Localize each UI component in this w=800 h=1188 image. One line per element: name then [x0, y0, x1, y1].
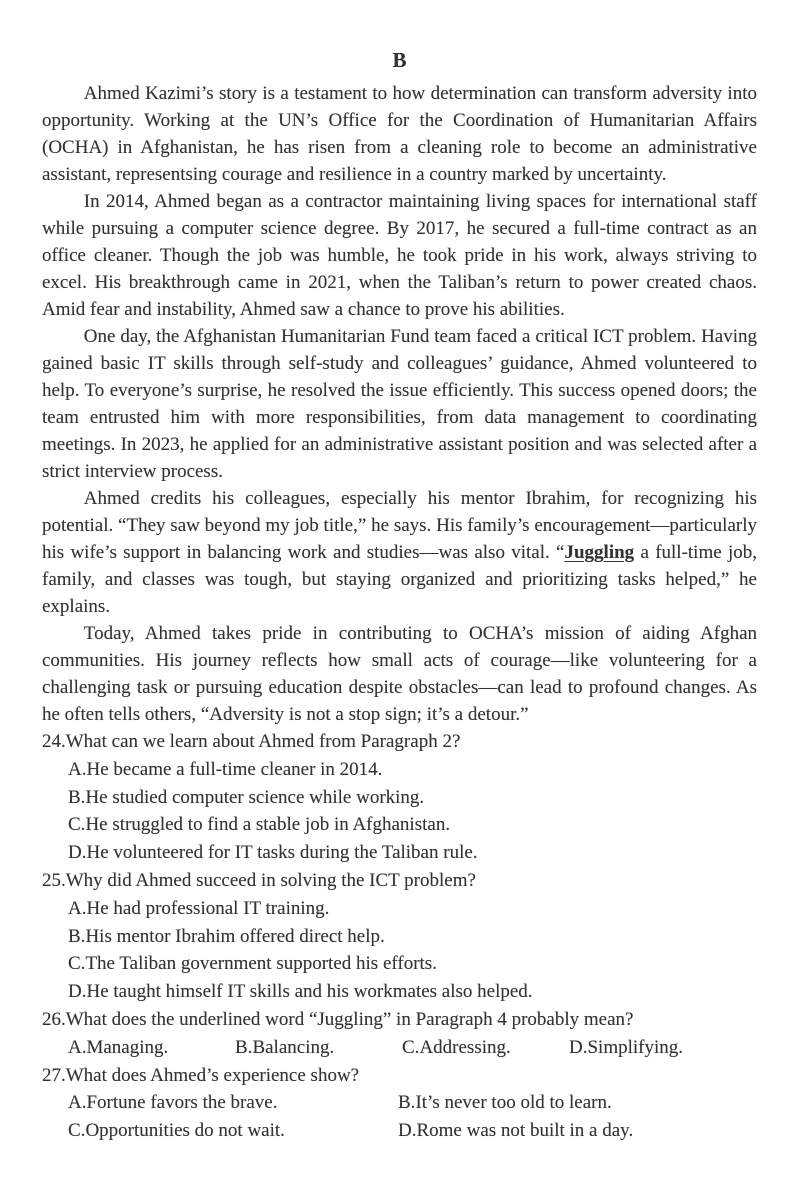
option-26-c-label: C. [402, 1036, 420, 1058]
paragraph-2: In 2014, Ahmed began as a contractor maintaining living spaces for international staff while pursuing a computer science degree. By 2017, he secured a full-time contract as an office cleaner. Though the job was humble, he took pride in his work, always striving to excel. His breakthrough came in 2021, when the Taliban’s return to power created chaos. Amid fear and instability, Ahmed saw a chance to prove his abilities. [42, 191, 757, 320]
option-24-b-label: B. [68, 786, 86, 808]
option-26-b-label: B. [235, 1036, 253, 1058]
option-25-b-text: His mentor Ibrahim offered direct help. [85, 925, 385, 947]
question-26-options [42, 1034, 757, 1062]
option-24-c-text: He struggled to find a stable job in Afghanistan. [85, 814, 451, 836]
question-26-stem [42, 1006, 757, 1034]
question-26-number: 26. [42, 1008, 66, 1030]
option-27-d-text: Rome was not built in a day. [416, 1120, 634, 1142]
option-24-a [42, 756, 757, 784]
question-25-text: Why did Ahmed succeed in solving the ICT problem? [65, 869, 476, 891]
option-24-c [42, 811, 757, 839]
option-26-d-text: Simplifying. [587, 1036, 684, 1058]
paragraph-4-text-cont: a full-time job, family, and classes was tough, but staying organized and prioritizing tasks helped,” he explains. [42, 542, 757, 617]
option-26-b [235, 1034, 402, 1062]
option-26-a [68, 1034, 235, 1062]
option-24-c-label: C. [68, 814, 86, 836]
option-24-a-label: A. [68, 758, 87, 780]
option-26-b-text: Balancing. [252, 1036, 335, 1058]
option-24-d-text: He volunteered for IT tasks during the Taliban rule. [86, 842, 478, 864]
option-25-d [42, 978, 757, 1006]
option-27-b-label: B. [398, 1092, 416, 1114]
question-25-number: 25. [42, 869, 66, 891]
paragraph-3: One day, the Afghanistan Humanitarian Fund team faced a critical ICT problem. Having gained basic IT skills through self-study and colleagues’ guidance, Ahmed volunteered to help. To everyone’s surprise, he resolved the issue efficiently. This success opened doors; the team entrusted him with more responsibilities, from data management to coordinating meetings. In 2023, he applied for an administrative assistant position and was selected after a strict interview process. [42, 326, 757, 482]
underlined-word-juggling: Juggling [564, 542, 635, 563]
option-25-c [42, 950, 757, 978]
question-26 [42, 1006, 757, 1062]
question-25-stem [42, 867, 757, 895]
question-24-number: 24. [42, 731, 66, 752]
question-27 [42, 1062, 757, 1145]
option-25-d-label: D. [68, 981, 87, 1003]
option-27-d-label: D. [398, 1120, 417, 1142]
option-25-a-label: A. [68, 897, 87, 919]
option-25-b-label: B. [68, 925, 86, 947]
question-26-text: What does the underlined word “Juggling” in Paragraph 4 probably mean? [65, 1008, 634, 1030]
option-25-b [42, 923, 757, 951]
option-24-b [42, 784, 757, 812]
question-25 [42, 867, 757, 1006]
reading-passage [42, 80, 757, 728]
option-25-a-text: He had professional IT training. [86, 897, 330, 919]
paragraph-5: Today, Ahmed takes pride in contributing to OCHA’s mission of aiding Afghan communities. His journey reflects how small acts of courage—like volunteering for a challenging task or pursuing education despite obstacles—can lead to profound changes. As he often tells others, “Adversity is not a stop sign; it’s a detour.” [42, 623, 757, 725]
option-27-c [68, 1117, 398, 1145]
option-27-c-text: Opportunities do not wait. [85, 1120, 285, 1142]
section-label: B [392, 48, 407, 72]
question-24-options [42, 756, 757, 867]
question-24-text: What can we learn about Ahmed from Paragraph 2? [65, 731, 461, 752]
option-27-a [68, 1089, 398, 1117]
option-25-c-label: C. [68, 953, 86, 975]
question-24 [42, 728, 757, 867]
option-27-c-label: C. [68, 1120, 86, 1142]
option-26-a-text: Managing. [86, 1036, 169, 1058]
option-26-c-text: Addressing. [419, 1036, 511, 1058]
option-24-b-text: He studied computer science while working. [85, 786, 425, 808]
question-27-text: What does Ahmed’s experience show? [65, 1064, 360, 1086]
option-26-d-label: D. [569, 1036, 588, 1058]
option-24-d [42, 839, 757, 867]
option-26-d [569, 1034, 683, 1062]
option-25-d-text: He taught himself IT skills and his workmates also helped. [86, 981, 533, 1003]
option-27-a-label: A. [68, 1092, 87, 1114]
question-27-stem [42, 1062, 757, 1090]
question-24-stem [42, 728, 757, 756]
question-27-number: 27. [42, 1064, 66, 1086]
option-27-b-text: It’s never too old to learn. [415, 1092, 612, 1114]
paragraph-1: Ahmed Kazimi’s story is a testament to how determination can transform adversity into opportunity. Working at the UN’s Office for the Coordination of Humanitarian Affairs (OCHA) in Afghanistan, he has risen from a cleaning role to become an administrative assistant, representsing courage and resilience in a country marked by uncertainty. [42, 83, 757, 185]
question-27-options [42, 1089, 757, 1145]
option-26-c [402, 1034, 569, 1062]
questions-section [42, 728, 757, 1145]
option-24-a-text: He became a full-time cleaner in 2014. [86, 758, 383, 780]
question-25-options [42, 895, 757, 1006]
option-26-a-label: A. [68, 1036, 87, 1058]
option-27-b [398, 1089, 757, 1117]
option-25-c-text: The Taliban government supported his efforts. [85, 953, 437, 975]
option-27-a-text: Fortune favors the brave. [86, 1092, 278, 1114]
option-27-d [398, 1117, 757, 1145]
paragraph-4 [42, 485, 757, 620]
option-24-d-label: D. [68, 842, 87, 864]
option-25-a [42, 895, 757, 923]
paragraph-4-text: Ahmed credits his colleagues, especially his mentor Ibrahim, for recognizing his potential. “They saw beyond my job title,” he says. His family’s encouragement—particularly his wife’s support in balancing work and studies—was also vital. “ [42, 488, 757, 563]
